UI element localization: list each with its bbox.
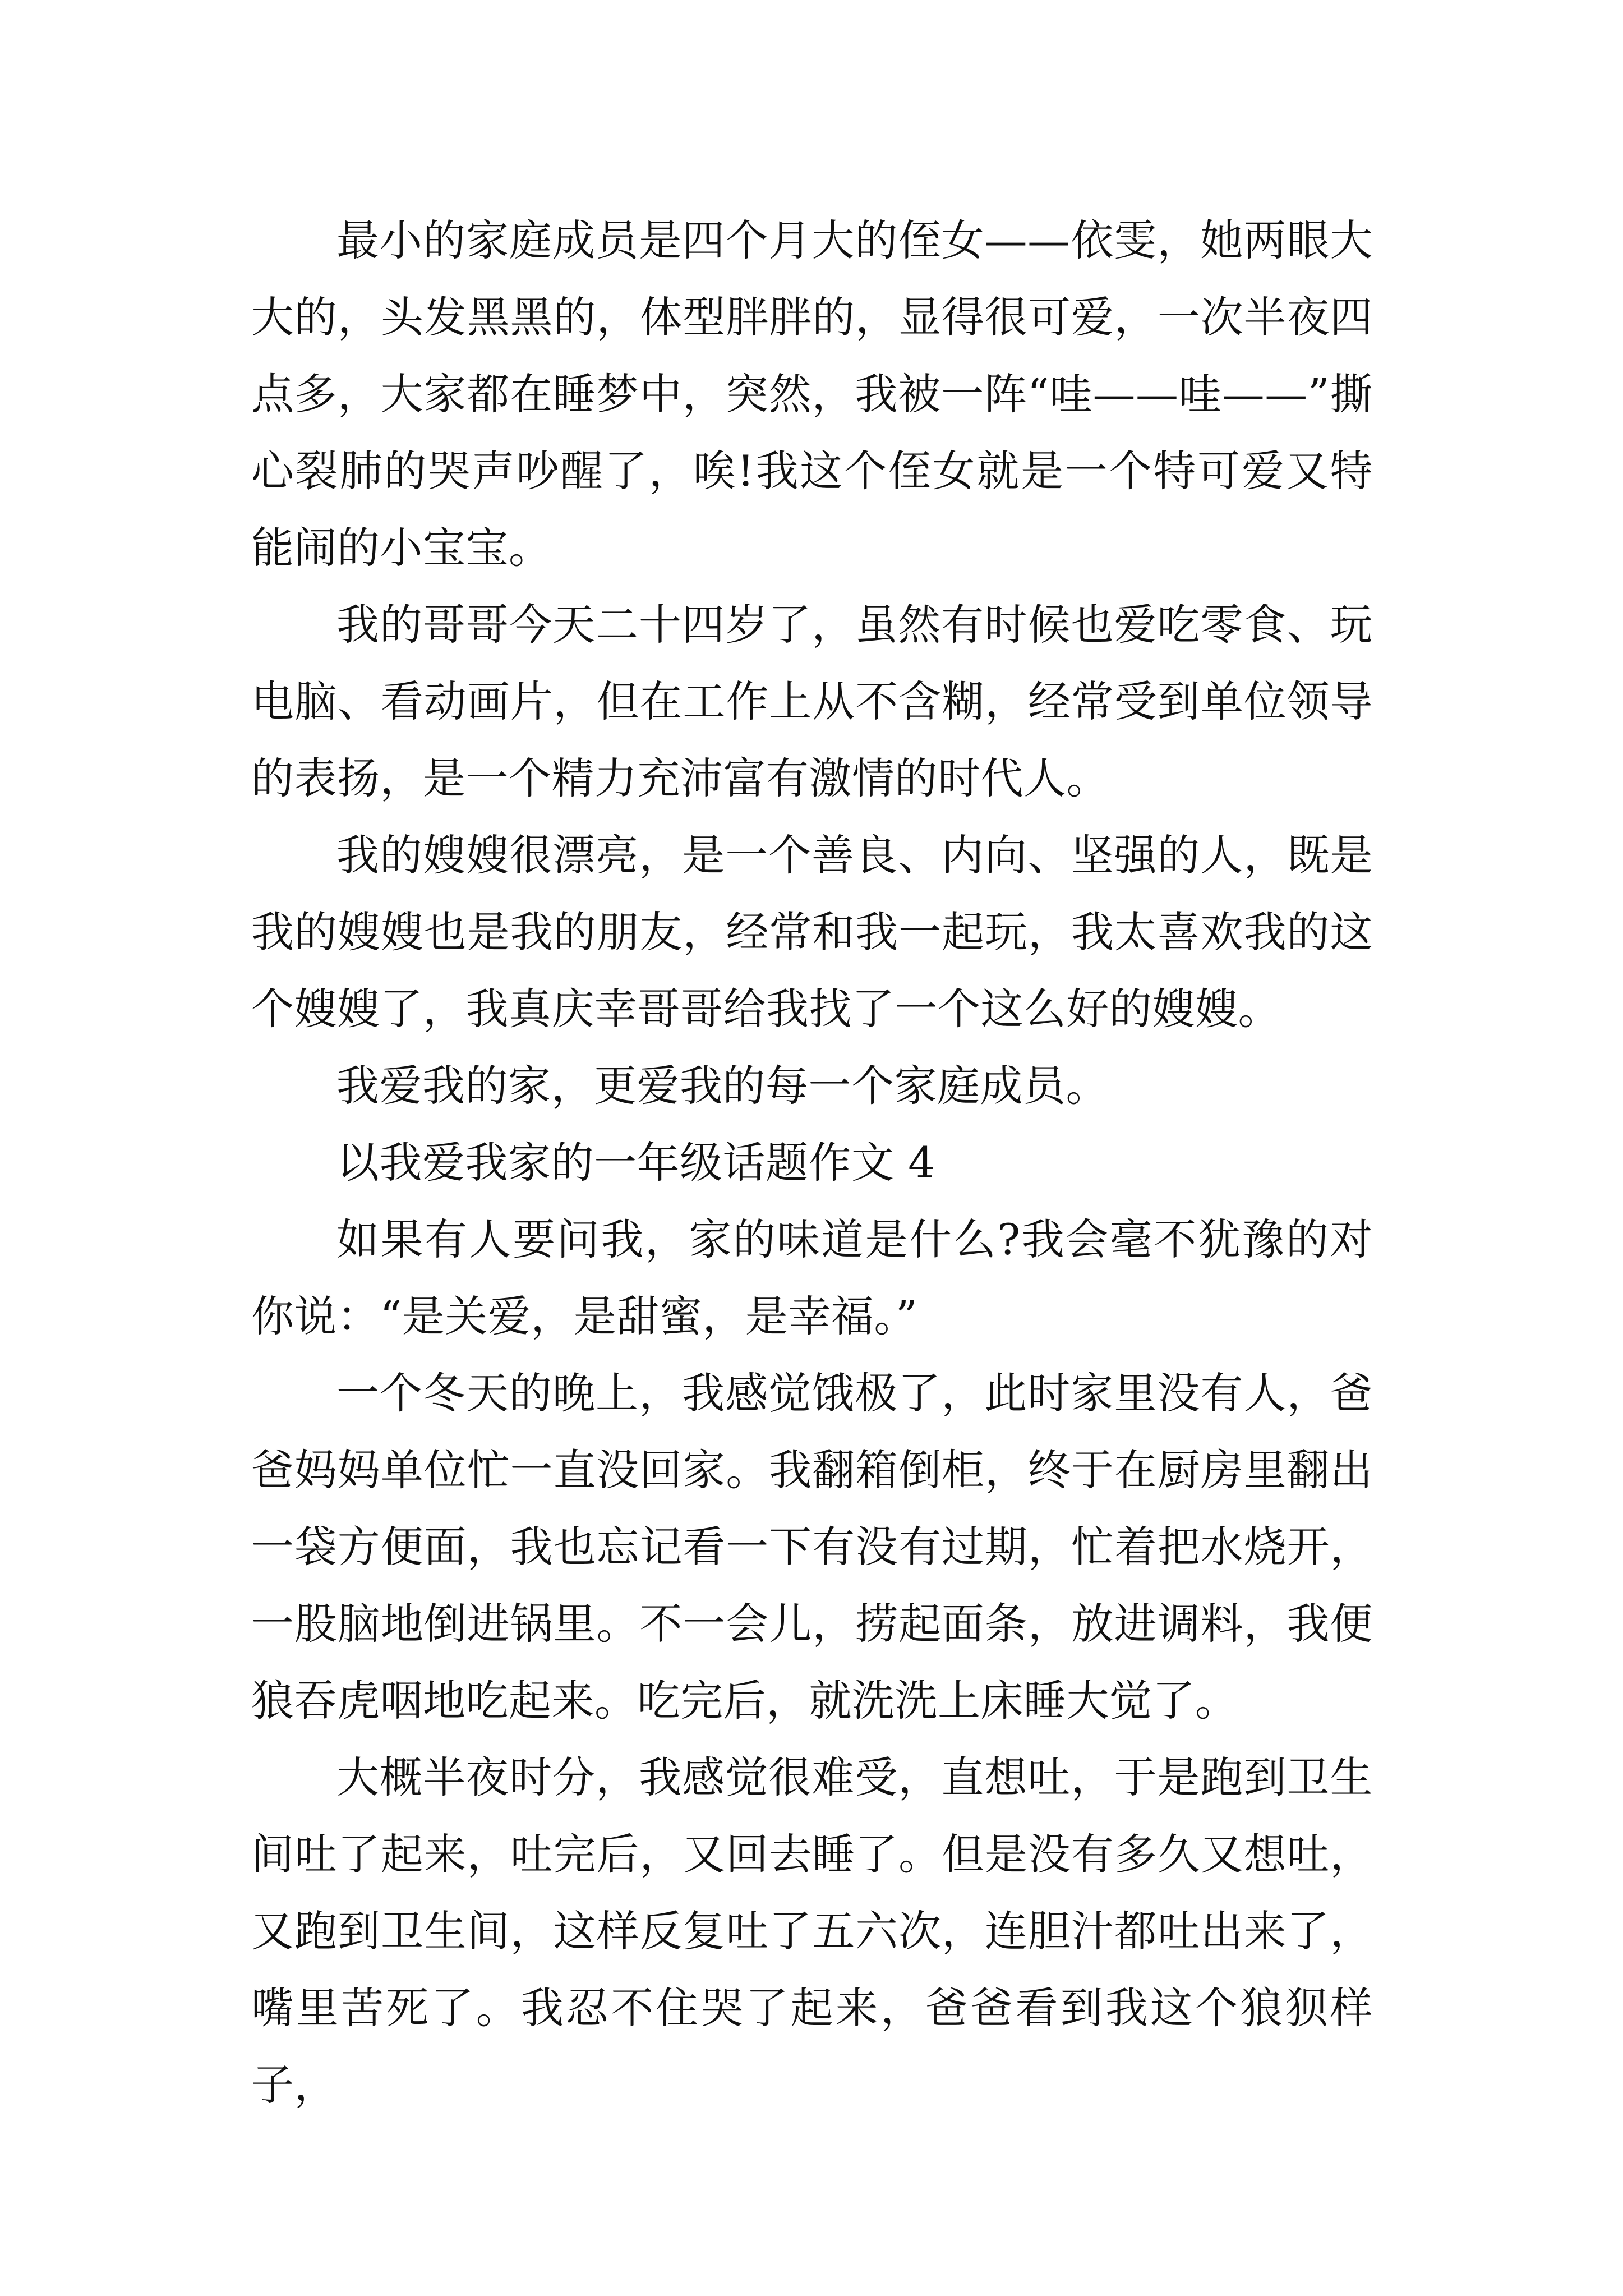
paragraph-niece: 最小的家庭成员是四个月大的侄女——依雯，她两眼大大的，头发黑黑的，体型胖胖的，显得很可爱，一次半夜四点多，大家都在睡梦中，突然，我被一阵“哇——哇——”撕心裂肺的哭声吵醒了，唉!我这个侄女就是一个特可爱又特能闹的小宝宝。	[251, 215, 1373, 573]
paragraph-winter-night: 一个冬天的晚上，我感觉饿极了，此时家里没有人，爸爸妈妈单位忙一直没回家。我翻箱倒柜，终于在厨房里翻出一袋方便面，我也忘记看一下有没有过期，忙着把水烧开，一股脑地倒进锅里。不一会儿，捞起面条，放进调料，我便狼吞虎咽地吃起来。吃完后，就洗洗上床睡大觉了。	[251, 1368, 1373, 1726]
document-body	[251, 202, 1373, 2123]
section-title: 以我爱我家的一年级话题作文 4	[336, 1138, 936, 1188]
paragraph-midnight: 大概半夜时分，我感觉很难受，直想吐，于是跑到卫生间吐了起来，吐完后，又回去睡了。但是没有多久又想吐，又跑到卫生间，这样反复吐了五六次，连胆汁都吐出来了，嘴里苦死了。我忍不住哭了起来，爸爸看到我这个狼狈样子，	[251, 1752, 1373, 2110]
paragraph-taste-of-home: 如果有人要问我，家的味道是什么?我会毫不犹豫的对你说：“是关爱，是甜蜜，是幸福。”	[251, 1214, 1373, 1341]
paragraph-brother: 我的哥哥今天二十四岁了，虽然有时候也爱吃零食、玩电脑、看动画片，但在工作上从不含糊，经常受到单位领导的表扬，是一个精力充沛富有激情的时代人。	[251, 600, 1373, 803]
paragraph-sister-in-law: 我的嫂嫂很漂亮，是一个善良、内向、坚强的人，既是我的嫂嫂也是我的朋友，经常和我一起玩，我太喜欢我的这个嫂嫂了，我真庆幸哥哥给我找了一个这么好的嫂嫂。	[251, 830, 1373, 1034]
paragraph-love-family: 我爱我的家，更爱我的每一个家庭成员。	[336, 1061, 1109, 1111]
